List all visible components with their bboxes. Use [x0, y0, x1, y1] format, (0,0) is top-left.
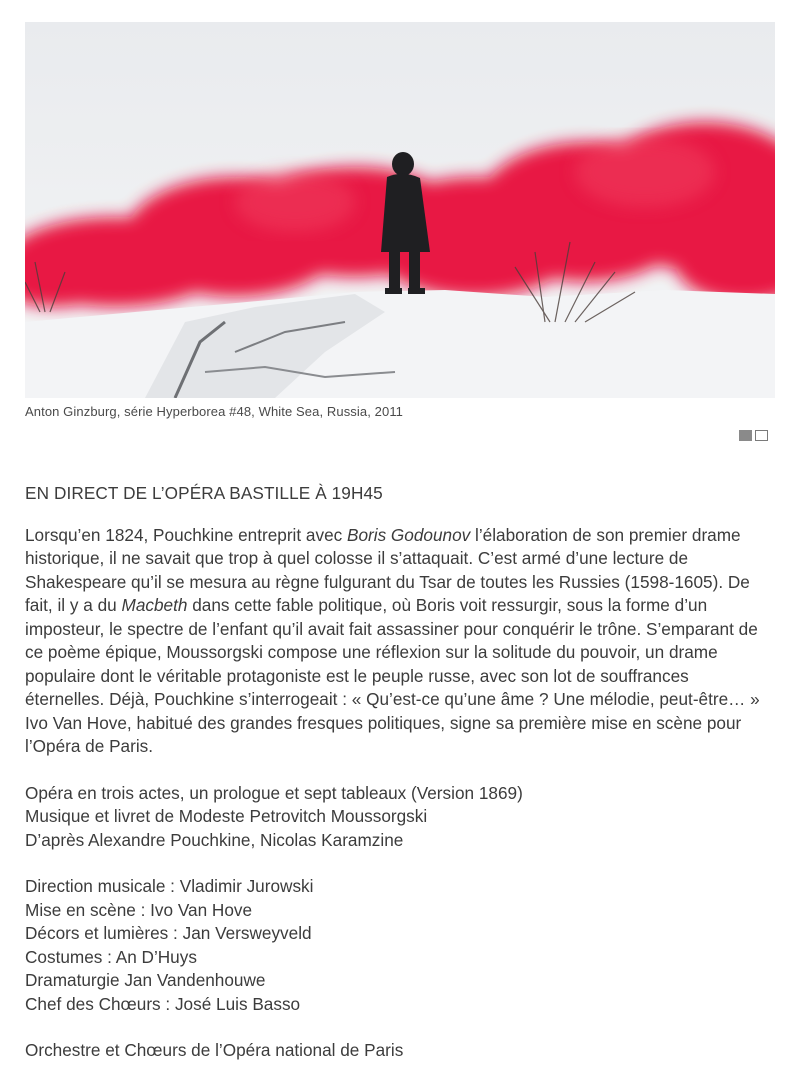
intro-text-2: l’élaboration de son premier drame historique, il ne savait que trop à quel colosse il s’attaquait. C’est armé d’une lecture de Shakespeare qu’il se mesura au règne fulgurant du Tsar de toutes les Russies (1598-1605). De fait, il y a du [25, 524, 750, 615]
credit-line: Direction musicale : Vladimir Jurowski [25, 876, 314, 896]
work-info-line: Opéra en trois actes, un prologue et sept tableaux (Version 1869) [25, 782, 523, 803]
credit-line: Costumes : An D’Huys [25, 946, 197, 967]
intro-paragraph [25, 524, 765, 759]
credit-line: Chef des Chœurs : José Luis Basso [25, 993, 301, 1014]
slider-pagination [739, 430, 768, 441]
credit-line: Mise en scène : Ivo Van Hove [25, 899, 253, 920]
work-info [25, 782, 765, 853]
slide-dot-1[interactable] [739, 430, 752, 441]
broadcast-headline: EN DIRECT DE L’OPÉRA BASTILLE À 19H45 [25, 483, 383, 503]
intro-text-1: Lorsqu’en 1824, Pouchkine entreprit avec [25, 524, 347, 545]
work-title-boris: Boris Godounov [347, 524, 471, 545]
credits-list [25, 875, 765, 1016]
work-info-line: Musique et livret de Modeste Petrovitch Moussorgski [25, 806, 428, 826]
ensemble [25, 1039, 765, 1063]
hero-image [25, 22, 775, 398]
work-info-line: D’après Alexandre Pouchkine, Nicolas Karamzine [25, 829, 404, 850]
credit-line: Dramaturgie Jan Vandenhouwe [25, 970, 266, 990]
intro-text-3: dans cette fable politique, où Boris voit ressurgir, sous la forme d’un imposteur, le spectre de l’enfant qu’il avait fait assassiner pour conquérir le trône. S’emparant de ce poème épique, Moussorgski compose une réflexion sur la solitude du pouvoir, un drame populaire dont le véritable protagoniste est le peuple russe, avec son lot de souffrances éternelles. Déjà, Pouchkine s’interrogeait : « Qu’est-ce qu’une âme ? Une mélodie, peut-être… » Ivo Van Hove, habitué des grandes fresques politiques, signe sa première mise en scène pour l’Opéra de Paris. [25, 595, 760, 756]
credit-line: Décors et lumières : Jan Versweyveld [25, 923, 312, 943]
ensemble-line: Orchestre et Chœurs de l’Opéra national de Paris [25, 1040, 404, 1060]
work-title-macbeth: Macbeth [121, 595, 188, 615]
slide-dot-2[interactable] [755, 430, 768, 441]
image-caption: Anton Ginzburg, série Hyperborea #48, White Sea, Russia, 2011 [25, 404, 404, 419]
article-body [25, 482, 765, 1086]
